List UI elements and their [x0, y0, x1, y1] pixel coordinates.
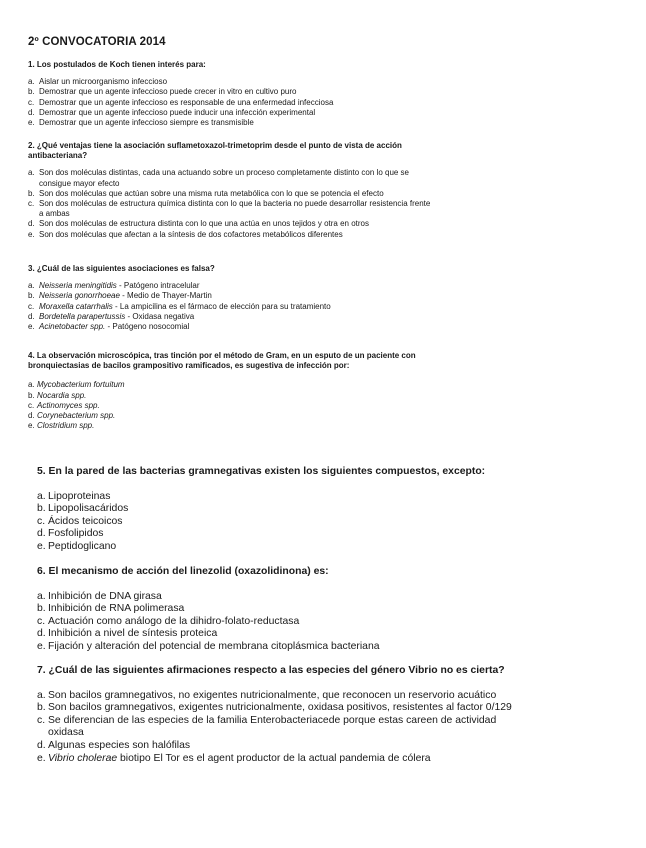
answer-option: e. Acinetobacter spp. - Patógeno nosocomial — [28, 322, 190, 332]
answer-option: b. Nocardia spp. — [28, 390, 87, 400]
answer-option: e. Son dos moléculas que afectan a la síntesis de dos cofactores metabólicos diferentes — [28, 229, 343, 239]
answer-option: d. Demostrar que un agente infeccioso puede inducir una infección experimental — [28, 107, 316, 117]
answer-option: b. Demostrar que un agente infeccioso puede crecer in vitro en cultivo puro — [28, 87, 297, 97]
question-text: 1. Los postulados de Koch tienen interés para: — [28, 60, 206, 69]
answer-option: d. Bordetella parapertussis - Oxidasa negativa — [28, 311, 195, 321]
answer-option: e. Clostridium spp. — [28, 421, 95, 431]
answer-option: a. Son dos moléculas distintas, cada una actuando sobre un proceso completamente distinto con lo que se consigue mayor efecto — [28, 168, 410, 188]
question-text: 6. El mecanismo de acción del linezolid (oxazolidinona) es: — [37, 566, 329, 577]
answer-option: c. Ácidos teicoicos — [37, 515, 123, 527]
answer-option: d. Corynebacterium spp. — [28, 411, 116, 421]
answer-option: d. Son dos moléculas de estructura distinta con lo que una actúa en unos tejidos y otra en otros — [28, 219, 369, 229]
question-text: 2. ¿Qué ventajas tiene la asociación suflametoxazol-trimetoprim desde el punto de vista de acción antibacteriana? — [28, 141, 402, 161]
answer-option: c. Se diferencian de las especies de la familia Enterobacteriacede porque estas careen de actividad oxidasa — [37, 714, 497, 739]
answer-option: d. Inhibición a nivel de síntesis proteica — [37, 628, 218, 640]
answer-option: e. Peptidoglicano — [37, 540, 117, 552]
answer-option: b. Neisseria gonorrhoeae - Medio de Thayer-Martin — [28, 291, 212, 301]
answer-option: c. Moraxella catarrhalis - La ampicilina es el fármaco de elección para su tratamiento — [28, 301, 331, 311]
question-text: 3. ¿Cuál de las siguientes asociaciones es falsa? — [28, 264, 215, 273]
answer-option: e. Vibrio cholerae biotipo El Tor es el agent productor de la actual pandemia de cólera — [37, 752, 431, 764]
answer-option: a. Mycobacterium fortuitum — [28, 380, 125, 390]
answer-option: c. Demostrar que un agente infeccioso es responsable de una enfermedad infecciosa — [28, 97, 334, 107]
answer-option: d. Fosfolipidos — [37, 528, 104, 540]
answer-option: a. Son bacilos gramnegativos, no exigentes nutricionalmente, que reconocen un reservorio acuático — [37, 689, 497, 701]
answer-option: b. Son dos moléculas que actúan sobre una misma ruta metabólica con lo que se potencia el efecto — [28, 188, 384, 198]
answer-option: c. Actinomyces spp. — [28, 400, 100, 410]
question-2 — [28, 141, 458, 240]
answer-option: b. Son bacilos gramnegativos, exigentes nutricionalmente, oxidasa positivos, resistentes al factor 0/129 — [37, 702, 512, 714]
answer-option: a. Lipoproteinas — [37, 490, 111, 502]
question-6 — [37, 566, 557, 654]
question-text: 5. En la pared de las bacterias gramnegativas existen los siguientes compuestos, excepto: — [37, 466, 486, 477]
answer-option: c. Actuación como análogo de la dihidro-folato-reductasa — [37, 615, 300, 627]
question-4 — [28, 351, 458, 431]
answer-option: e. Demostrar que un agente infeccioso siempre es transmisible — [28, 118, 254, 128]
answer-option: b. Inhibición de RNA polimerasa — [37, 603, 185, 615]
question-text: 7. ¿Cuál de las siguientes afirmaciones respecto a las especies del género Vibrio no es cierta? — [37, 665, 505, 676]
answer-option: d. Algunas especies son halófilas — [37, 739, 191, 751]
answer-option: a. Aislar un microorganismo infeccioso — [28, 77, 168, 87]
page-title: 2º CONVOCATORIA 2014 — [28, 36, 166, 48]
answer-option: b. Lipopolisacáridos — [37, 503, 129, 515]
answer-option: a. Inhibición de DNA girasa — [37, 590, 162, 602]
answer-option: c. Son dos moléculas de estructura química distinta con lo que la bacteria no puede desarrollar resistencia frente a ambas — [28, 199, 431, 219]
question-1 — [28, 60, 458, 128]
question-text: 4. La observación microscópica, tras tinción por el método de Gram, en un esputo de un paciente con bronquiectasias de bacilos grampositivo ramificados, es sugestiva de infección por: — [28, 351, 416, 371]
answer-option: a. Neisseria meningitidis - Patógeno intracelular — [28, 281, 200, 291]
question-5 — [37, 466, 557, 554]
question-3 — [28, 264, 458, 332]
question-7 — [37, 665, 557, 765]
answer-option: e. Fijación y alteración del potencial de membrana citoplásmica bacteriana — [37, 640, 380, 652]
